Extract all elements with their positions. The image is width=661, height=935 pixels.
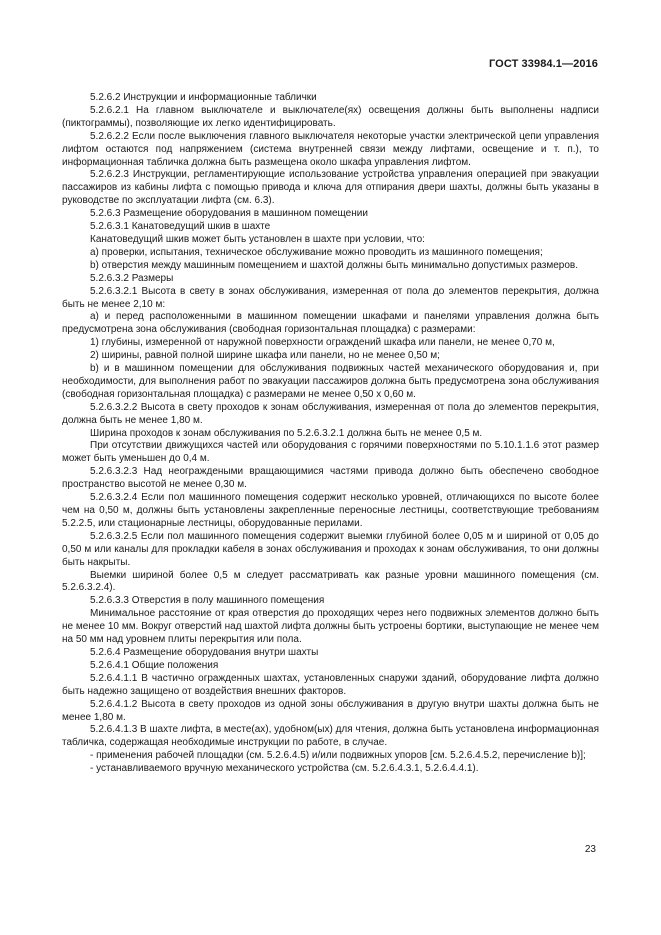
paragraph: 2) ширины, равной полной ширине шкафа или панели, но не менее 0,50 м; [90, 350, 440, 362]
paragraph: 5.2.6.4.1.2 Высота в свету проходов из одной зоны обслуживания в другую внутри шахты должна быть не менее 1,80 м. [62, 698, 599, 723]
paragraph: Выемки шириной более 0,5 м следует рассматривать как разные уровни машинного помещения (см. 5.2.6.3.2.4). [62, 569, 599, 594]
document-body [62, 92, 599, 776]
paragraph: 5.2.6.3.2.1 Высота в свету в зонах обслуживания, измеренная от пола до элементов перекрытия, должна быть не менее 2,10 м: [62, 285, 599, 310]
paragraph: 5.2.6.2.3 Инструкции, регламентирующие использование устройства управления операцией при эвакуации пассажиров из кабины лифта с помощью привода и ключа для отпирания двери шахты, должны быть указаны в руководстве по эксплуатации лифта (см. 6.3). [62, 169, 599, 207]
paragraph: 5.2.6.3.1 Канатоведущий шкив в шахте [90, 221, 271, 233]
paragraph: 5.2.6.3.2.3 Над неограждеными вращающимися частями привода должно быть обеспечено свободное пространство высотой не менее 0,30 м. [62, 466, 599, 491]
paragraph: 5.2.6.3 Размещение оборудования в машинном помещении [90, 208, 368, 220]
standard-header: ГОСТ 33984.1—2016 [488, 58, 598, 70]
paragraph: 5.2.6.3.3 Отверстия в полу машинного помещения [90, 595, 325, 607]
paragraph: a) проверки, испытания, техническое обслуживание можно проводить из машинного помещения; [90, 246, 543, 258]
paragraph: 5.2.6.4.1.3 В шахте лифта, в месте(ах), удобном(ых) для чтения, должна быть установлена информационная табличка, содержащая необходимые инструкции по работе, в случае. [62, 724, 599, 749]
paragraph: 1) глубины, измеренной от наружной поверхности ограждений шкафа или панели, не менее 0,70 м, [90, 337, 555, 349]
paragraph: 5.2.6.3.2 Размеры [90, 272, 174, 284]
paragraph: b) отверстия между машинным помещением и шахтой должны быть минимально допустимых размеров. [90, 259, 579, 271]
paragraph: Ширина проходов к зонам обслуживания по 5.2.6.3.2.1 должна быть не менее 0,5 м. [90, 427, 483, 439]
paragraph: 5.2.6.2.1 На главном выключателе и выключателе(ях) освещения должны быть выполнены надписи (пиктограммы), позволяющие их легко идентифицировать. [62, 104, 599, 129]
paragraph: 5.2.6.4 Размещение оборудования внутри шахты [90, 646, 319, 658]
page-number: 23 [584, 844, 596, 855]
paragraph: 5.2.6.3.2.5 Если пол машинного помещения содержит выемки глубиной более 0,05 м и шириной от 0,05 до 0,50 м или каналы для прокладки кабеля в зонах обслуживания и проходах к зонам обслуживания, то они должны быть накрыты. [62, 530, 599, 568]
paragraph: 5.2.6.2.2 Если после выключения главного выключателя некоторые участки электрической цепи управления лифтом остаются под напряжением (система внутренней связи между лифтами, освещение и т. п.), то информационная табличка должна быть размещена около шкафа управления лифтом. [62, 130, 599, 168]
paragraph: Канатоведущий шкив может быть установлен в шахте при условии, что: [90, 233, 425, 245]
paragraph: - применения рабочей площадки (см. 5.2.6.4.5) и/или подвижных упоров [см. 5.2.6.4.5.2, перечисление b)]; [90, 750, 586, 762]
paragraph: 5.2.6.3.2.4 Если пол машинного помещения содержит несколько уровней, отличающихся по высоте более чем на 0,50 м, должны быть установлены закрепленные переносные лестницы, соответствующие требованиям 5.2.2.5, или стационарные лестницы, оборудованные перилами. [62, 492, 599, 529]
paragraph: Минимальное расстояние от края отверстия до проходящих через него подвижных элементов должно быть не менее 10 мм. Вокруг отверстий над шахтой лифта должны быть устроены бортики, выступающие не менее чем на 50 мм над уровнем плиты перекрытия или пола. [62, 608, 599, 646]
paragraph: a) и перед расположенными в машинном помещении шкафами и панелями управления должна быть предусмотрена зона обслуживания (свободная горизонтальная площадка) с размерами: [62, 311, 599, 336]
paragraph: - устанавливаемого вручную механического устройства (см. 5.2.6.4.3.1, 5.2.6.4.4.1). [90, 763, 479, 775]
paragraph: 5.2.6.2 Инструкции и информационные таблички [90, 92, 317, 103]
paragraph: 5.2.6.4.1 Общие положения [90, 659, 219, 671]
paragraph: 5.2.6.4.1.1 В частично огражденных шахтах, установленных снаружи зданий, оборудование лифта должно быть надежно защищено от воздействия внешних факторов. [62, 672, 599, 697]
paragraph: b) и в машинном помещении для обслуживания подвижных частей механического оборудования и, при необходимости, для выполнения работ по эвакуации пассажиров должна быть предусмотрена зона обслуживания (свободная горизонтальная площадка) с размерами не менее 0,50 x 0,60 м. [62, 363, 599, 400]
paragraph: При отсутствии движущихся частей или оборудования с горячими поверхностями по 5.10.1.1.6 этот размер может быть уменьшен до 0,4 м. [62, 440, 599, 465]
paragraph: 5.2.6.3.2.2 Высота в свету проходов к зонам обслуживания, измеренная от пола до элементов перекрытия, должна быть не менее 1,80 м. [62, 401, 599, 426]
